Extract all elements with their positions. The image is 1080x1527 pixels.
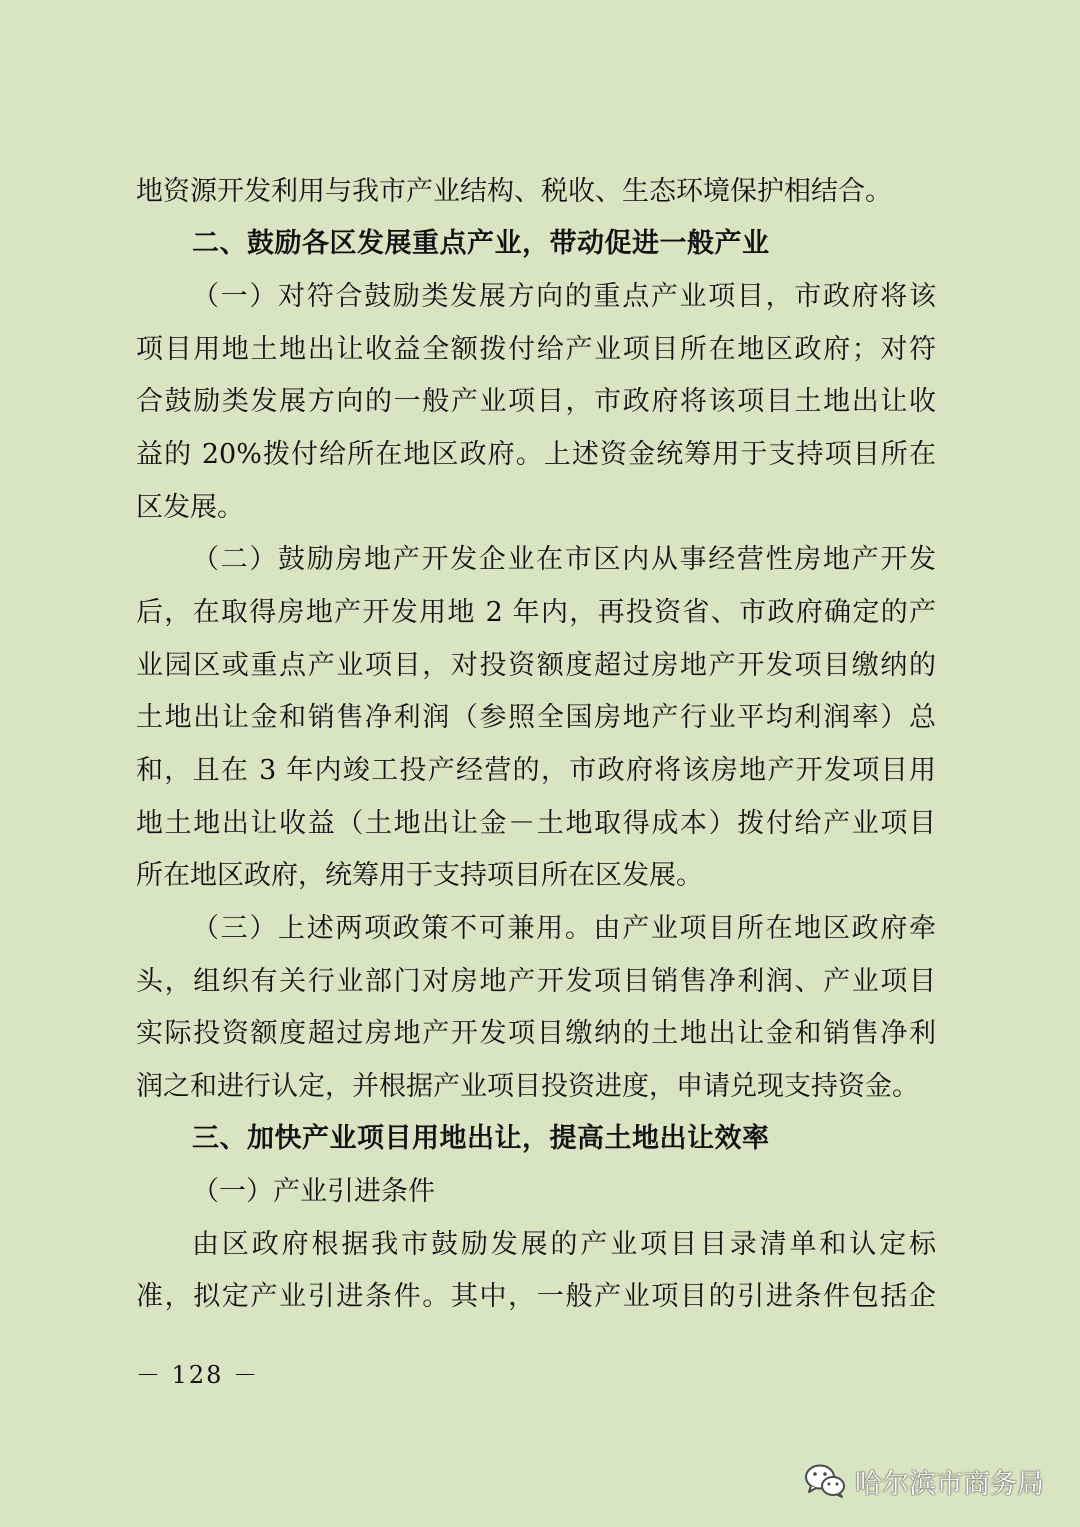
paragraph-line: 准，拟定产业引进条件。其中，一般产业项目的引进条件包括企 xyxy=(136,1281,936,1312)
paragraph-line: 益的 20%拨付给所在地区政府。上述资金统筹用于支持项目所在 xyxy=(136,439,936,470)
paragraph-line: 所在地区政府，统筹用于支持项目所在区发展。 xyxy=(136,860,703,891)
paragraph-line: 地资源开发利用与我市产业结构、税收、生态环境保护相结合。 xyxy=(136,176,892,207)
paragraph-line: 后，在取得房地产开发用地 2 年内，再投资省、市政府确定的产 xyxy=(136,597,936,628)
paragraph-line: 土地出让金和销售净利润（参照全国房地产行业平均利润率）总 xyxy=(136,702,936,733)
watermark-text: 哈尔滨市商务局 xyxy=(855,1468,1044,1500)
paragraph-line: 实际投资额度超过房地产开发项目缴纳的土地出让金和销售净利 xyxy=(136,1018,936,1049)
paragraph-line: 地土地出让收益（土地出让金－土地取得成本）拨付给产业项目 xyxy=(136,808,936,839)
subsection-heading: （一）产业引进条件 xyxy=(192,1176,435,1207)
section-heading: 三、加快产业项目用地出让，提高土地出让效率 xyxy=(192,1123,770,1154)
paragraph-line: 润之和进行认定，并根据产业项目投资进度，申请兑现支持资金。 xyxy=(136,1071,919,1102)
paragraph-line: 业园区或重点产业项目，对投资额度超过房地产开发项目缴纳的 xyxy=(136,650,936,681)
paragraph-line: 和，且在 3 年内竣工投产经营的，市政府将该房地产开发项目用 xyxy=(136,755,936,786)
paragraph-line: （一）对符合鼓励类发展方向的重点产业项目，市政府将该 xyxy=(192,281,936,312)
paragraph-line: （三）上述两项政策不可兼用。由产业项目所在地区政府牵 xyxy=(192,913,936,944)
paragraph-line: 由区政府根据我市鼓励发展的产业项目目录清单和认定标 xyxy=(192,1229,936,1260)
watermark xyxy=(803,1461,1044,1501)
paragraph-line: 区发展。 xyxy=(136,492,244,523)
page-number: － 128 － xyxy=(136,1361,260,1389)
wechat-icon xyxy=(803,1462,847,1500)
paragraph-line: 头，组织有关行业部门对房地产开发项目销售净利润、产业项目 xyxy=(136,966,936,997)
paragraph-line: 项目用地土地出让收益全额拨付给产业项目所在地区政府；对符 xyxy=(136,334,936,365)
section-heading: 二、鼓励各区发展重点产业，带动促进一般产业 xyxy=(192,228,770,259)
paragraph-line: （二）鼓励房地产开发企业在市区内从事经营性房地产开发 xyxy=(192,544,936,575)
paragraph-line: 合鼓励类发展方向的一般产业项目，市政府将该项目土地出让收 xyxy=(136,386,936,417)
